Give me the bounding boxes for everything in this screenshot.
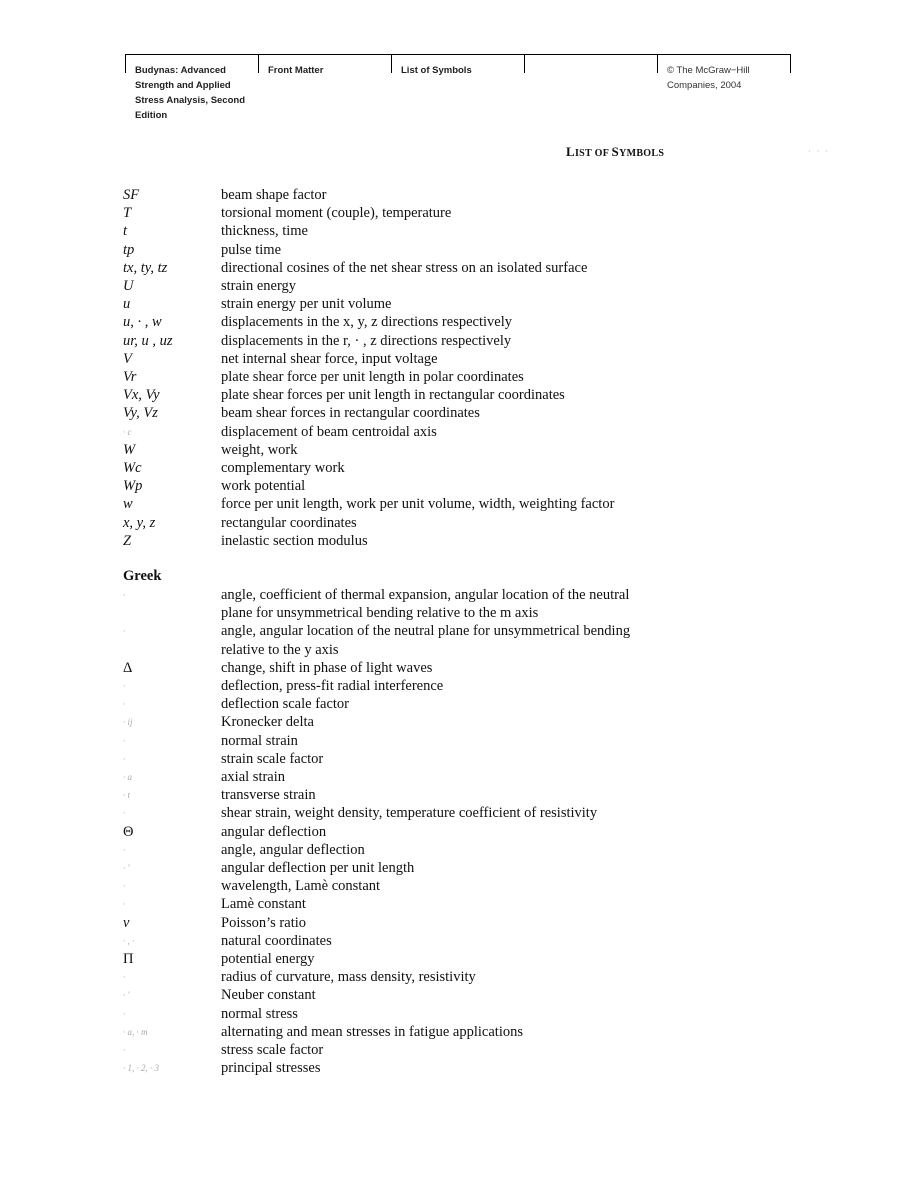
symbol-description: transverse strain [221, 787, 316, 804]
symbol-entry [123, 914, 683, 932]
symbol: SF [123, 187, 140, 203]
symbol: · 1, · 2, · 3 [123, 1063, 159, 1074]
header-book-cell [125, 54, 258, 124]
page-title [566, 144, 664, 160]
symbol: · c [123, 426, 132, 437]
running-header [125, 54, 791, 124]
symbol: V [123, 350, 132, 367]
symbol-entry [123, 495, 683, 513]
symbol-entry [123, 532, 683, 550]
symbol-entry [123, 768, 683, 786]
symbol-description: Neuber constant [221, 987, 316, 1004]
symbol-entry [123, 786, 683, 804]
symbol-description: Poisson’s ratio [221, 914, 306, 931]
header-section-cell [258, 54, 391, 124]
page-title-initial: L [566, 144, 575, 159]
symbol-entry [123, 222, 683, 240]
symbol: · [123, 844, 126, 855]
header-empty-cell [524, 54, 657, 124]
symbol-entry [123, 459, 683, 477]
symbol-entry [123, 241, 683, 259]
symbol: · ′ [123, 990, 130, 1001]
symbol-description: alternating and mean stresses in fatigue applications [221, 1023, 523, 1040]
symbol: W [123, 441, 136, 458]
symbol-entry [123, 859, 683, 877]
symbol-description: stress scale factor [221, 1042, 324, 1059]
symbol-description: axial strain [221, 769, 286, 786]
symbol: w [123, 496, 133, 513]
symbol: ur, u , uz [123, 332, 173, 349]
symbol-description: natural coordinates [221, 932, 332, 949]
symbol: Vr [123, 369, 137, 386]
header-copyright-line: © The McGraw−Hill [667, 65, 750, 76]
symbol-description: pulse time [221, 241, 282, 258]
symbol-description: normal strain [221, 732, 298, 749]
symbol-entry [123, 877, 683, 895]
symbol: · [123, 972, 126, 983]
symbol-description: angular deflection [221, 823, 327, 840]
symbol: · [123, 899, 126, 910]
symbol: · a [123, 772, 132, 783]
symbol: · t [123, 790, 131, 801]
symbol-entry [123, 1059, 683, 1077]
symbol-entry [123, 986, 683, 1004]
symbol-description: Kronecker delta [221, 714, 314, 731]
symbol: · [123, 699, 126, 710]
symbol: v [123, 914, 130, 931]
symbol-entry [123, 404, 683, 422]
header-copyright-line: Companies, 2004 [667, 80, 742, 91]
symbol: u, · , w [123, 314, 162, 331]
greek-section-heading: Greek [123, 568, 162, 584]
header-divider [790, 54, 791, 73]
symbol-entry [123, 804, 683, 822]
symbol-entry [123, 423, 683, 441]
header-divider [657, 54, 658, 73]
symbol: T [123, 205, 132, 222]
symbol-description: strain energy per unit volume [221, 296, 392, 313]
symbol-description: angle, angular location of the neutral plane for unsymmetrical bending relative to the y axis [221, 623, 631, 658]
symbol-description: deflection scale factor [221, 696, 350, 713]
symbol-description: displacement of beam centroidal axis [221, 423, 437, 440]
header-divider [524, 54, 525, 73]
symbol: Vy, Vz [123, 405, 158, 422]
symbol-description: strain energy [221, 278, 297, 295]
symbol-description: rectangular coordinates [221, 514, 357, 531]
symbol-description: plate shear forces per unit length in rectangular coordinates [221, 387, 565, 404]
symbol-entry [123, 750, 683, 768]
symbol-description: beam shear forces in rectangular coordinates [221, 405, 480, 422]
symbol-description: radius of curvature, mass density, resistivity [221, 969, 476, 986]
page-title-smallcaps: IST OF [574, 148, 612, 159]
symbol-description: change, shift in phase of light waves [221, 659, 433, 676]
symbol-description: principal stresses [221, 1060, 321, 1077]
symbol: · [123, 1008, 126, 1019]
symbol-description: Lamè constant [221, 896, 306, 913]
symbol-description: complementary work [221, 460, 345, 477]
symbol-description: strain scale factor [221, 750, 324, 767]
symbol-description: wavelength, Lamè constant [221, 878, 381, 895]
symbol-entry [123, 659, 683, 677]
symbol: Vx, Vy [123, 387, 160, 404]
header-chapter-cell [391, 54, 524, 124]
symbol: Wc [123, 460, 142, 477]
symbol-entry [123, 841, 683, 859]
symbol-entry [123, 386, 683, 404]
symbol-entry [123, 950, 683, 968]
symbol: · ij [123, 717, 133, 728]
symbol: Wp [123, 478, 143, 495]
symbol: Δ [123, 659, 133, 676]
header-copyright-cell [657, 54, 791, 124]
header-book-line: Stress Analysis, Second [135, 95, 246, 106]
symbol-entry [123, 586, 683, 622]
header-book-line: Edition [135, 110, 168, 121]
symbol-description: inelastic section modulus [221, 532, 368, 549]
symbol-description: normal stress [221, 1005, 298, 1022]
greek-symbol-list [123, 586, 683, 1077]
symbol-description: angular deflection per unit length [221, 860, 415, 877]
header-book-line: Strength and Applied [135, 80, 231, 91]
symbol-description: angle, coefficient of thermal expansion, angular location of the neutral plane for unsymmetrical bending relative to the m axis [221, 587, 630, 622]
symbol: x, y, z [123, 514, 156, 531]
symbol-description: beam shape factor [221, 187, 327, 203]
header-section: Front Matter [268, 65, 324, 76]
symbol-description: displacements in the r, · , z directions respectively [221, 332, 512, 349]
symbol-entry [123, 622, 683, 658]
header-divider [258, 54, 259, 73]
symbol: · [123, 753, 126, 764]
symbol: · , · [123, 935, 135, 946]
header-divider [125, 54, 126, 73]
symbol-entry [123, 1041, 683, 1059]
symbol-entry [123, 477, 683, 495]
symbol-description: thickness, time [221, 223, 308, 240]
symbol-entry [123, 677, 683, 695]
symbol: · [123, 1045, 126, 1056]
symbol-entry [123, 514, 683, 532]
symbol-entry [123, 204, 683, 222]
symbol-description: net internal shear force, input voltage [221, 350, 438, 367]
symbol-description: displacements in the x, y, z directions respectively [221, 314, 512, 331]
header-book-line: Budynas: Advanced [135, 65, 226, 76]
symbol: · [123, 808, 126, 819]
symbol: Θ [123, 823, 134, 840]
symbol-description: potential energy [221, 951, 315, 968]
symbol: · a, · m [123, 1026, 148, 1037]
symbol-entry [123, 932, 683, 950]
symbol-description: work potential [221, 478, 306, 495]
header-divider [391, 54, 392, 73]
symbol-entry [123, 1005, 683, 1023]
symbol-entry [123, 1023, 683, 1041]
symbol: · ′ [123, 863, 130, 874]
symbol-entry [123, 695, 683, 713]
symbol-entry [123, 823, 683, 841]
symbol-entry [123, 277, 683, 295]
symbol: Z [123, 532, 132, 549]
header-chapter: List of Symbols [401, 65, 472, 76]
symbol-entry [123, 332, 683, 350]
roman-symbol-list [123, 186, 683, 550]
symbol-description: weight, work [221, 441, 298, 458]
symbol: · [123, 590, 126, 600]
symbol: U [123, 278, 134, 295]
symbol: · [123, 681, 126, 692]
symbol-entry [123, 259, 683, 277]
symbol-description: force per unit length, work per unit volume, width, weighting factor [221, 496, 615, 513]
symbol: · [123, 735, 126, 746]
symbol-entry [123, 313, 683, 331]
symbol: tp [123, 241, 135, 258]
symbol-description: directional cosines of the net shear stress on an isolated surface [221, 259, 588, 276]
symbol: tx, ty, tz [123, 259, 168, 276]
symbol-entry [123, 368, 683, 386]
symbol-entry [123, 968, 683, 986]
symbol-description: deflection, press-fit radial interference [221, 678, 444, 695]
symbol-description: angle, angular deflection [221, 841, 365, 858]
symbol: Π [123, 951, 134, 968]
symbol-description: shear strain, weight density, temperature coefficient of resistivity [221, 805, 598, 822]
symbol-entry [123, 350, 683, 368]
page-title-initial: S [611, 144, 620, 159]
symbol-description: torsional moment (couple), temperature [221, 205, 452, 222]
symbol-entry [123, 713, 683, 731]
page-number: · · · [808, 147, 830, 156]
symbol-description: plate shear force per unit length in polar coordinates [221, 369, 524, 386]
symbol-entry [123, 441, 683, 459]
page-title-smallcaps: YMBOLS [619, 148, 665, 159]
symbol: · [123, 626, 126, 637]
symbol-entry [123, 186, 683, 204]
symbol-entry [123, 732, 683, 750]
symbol: u [123, 296, 131, 313]
symbol-entry [123, 895, 683, 913]
symbol: · [123, 881, 126, 892]
symbol-entry [123, 295, 683, 313]
symbol: t [123, 223, 128, 240]
